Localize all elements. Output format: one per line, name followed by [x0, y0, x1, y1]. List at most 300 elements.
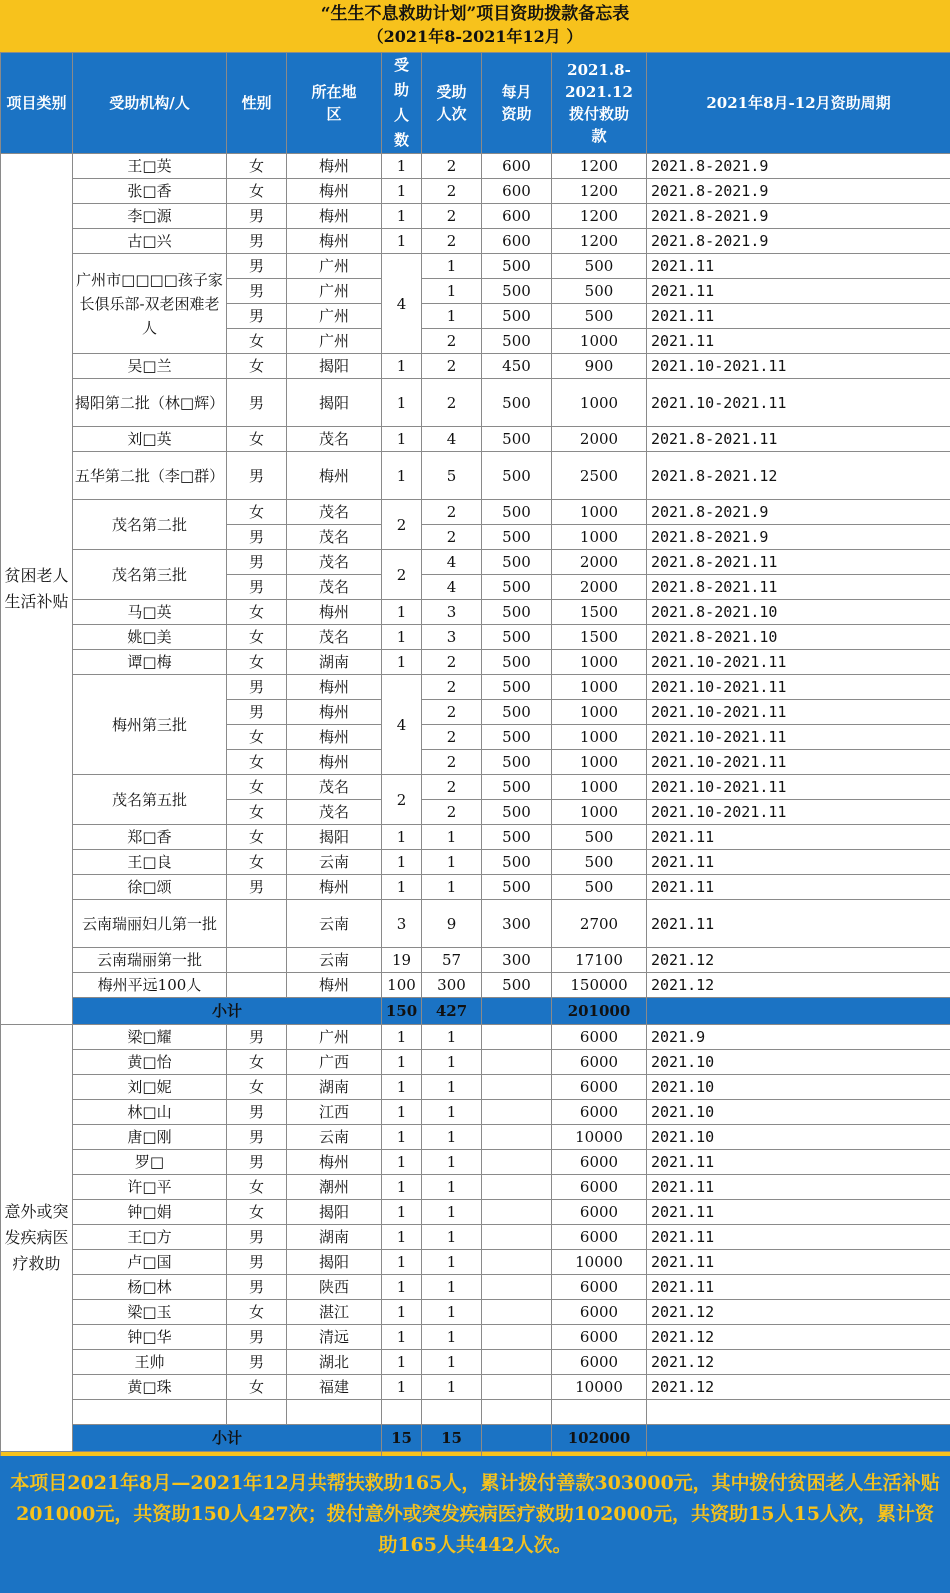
recipient-name: 谭□梅 [73, 650, 227, 675]
region-cell: 广州 [287, 304, 382, 329]
count-cell: 3 [382, 900, 422, 948]
period-cell: 2021.11 [647, 1225, 950, 1250]
monthly-cell [482, 1125, 552, 1150]
amount-cell: 6000 [552, 1050, 647, 1075]
recipient-name: 郑□香 [73, 825, 227, 850]
times-cell: 2 [422, 500, 482, 525]
amount-cell: 17100 [552, 948, 647, 973]
monthly-cell: 500 [482, 254, 552, 279]
gender-cell [227, 973, 287, 998]
table-row [1, 973, 950, 998]
times-cell: 3 [422, 600, 482, 625]
period-cell: 2021.10 [647, 1125, 950, 1150]
count-cell: 1 [382, 1225, 422, 1250]
recipient-name: 许□平 [73, 1175, 227, 1200]
monthly-cell [482, 1175, 552, 1200]
recipient-name: 刘□妮 [73, 1075, 227, 1100]
table-row [1, 1350, 950, 1375]
period-cell: 2021.8-2021.11 [647, 575, 950, 600]
header-count: 受助人数 [382, 53, 422, 154]
period-cell: 2021.11 [647, 1275, 950, 1300]
times-cell: 1 [422, 1125, 482, 1150]
region-cell: 茂名 [287, 800, 382, 825]
period-cell: 2021.11 [647, 304, 950, 329]
table-row [1, 948, 950, 973]
period-cell [647, 1400, 950, 1425]
subtotal-times: 427 [422, 998, 482, 1025]
region-cell: 陕西 [287, 1275, 382, 1300]
header-name: 受助机构/人 [73, 53, 227, 154]
times-cell: 9 [422, 900, 482, 948]
table-row [1, 775, 950, 800]
table-row [1, 204, 950, 229]
count-cell: 1 [382, 1050, 422, 1075]
monthly-cell: 500 [482, 700, 552, 725]
times-cell: 1 [422, 279, 482, 304]
header-row [1, 53, 950, 154]
times-cell: 2 [422, 725, 482, 750]
amount-cell: 10000 [552, 1125, 647, 1150]
times-cell: 1 [422, 1200, 482, 1225]
region-cell: 揭阳 [287, 354, 382, 379]
period-cell: 2021.8-2021.10 [647, 600, 950, 625]
gender-cell: 女 [227, 329, 287, 354]
table-row [1, 675, 950, 700]
region-cell: 广州 [287, 254, 382, 279]
period-cell: 2021.10-2021.11 [647, 650, 950, 675]
times-cell: 2 [422, 204, 482, 229]
monthly-cell [482, 1325, 552, 1350]
gender-cell: 男 [227, 1325, 287, 1350]
table-row [1, 500, 950, 525]
table-row [1, 1200, 950, 1225]
period-cell: 2021.10-2021.11 [647, 725, 950, 750]
recipient-name: 古□兴 [73, 229, 227, 254]
period-cell: 2021.11 [647, 1250, 950, 1275]
region-cell: 揭阳 [287, 379, 382, 427]
monthly-cell [482, 1350, 552, 1375]
gender-cell: 男 [227, 1225, 287, 1250]
gender-cell: 女 [227, 1075, 287, 1100]
table-row [1, 1175, 950, 1200]
count-cell: 1 [382, 1300, 422, 1325]
period-cell: 2021.8-2021.12 [647, 452, 950, 500]
gender-cell: 男 [227, 279, 287, 304]
count-cell: 100 [382, 973, 422, 998]
gender-cell: 男 [227, 1275, 287, 1300]
count-cell: 1 [382, 1150, 422, 1175]
monthly-cell [482, 1025, 552, 1050]
monthly-cell: 500 [482, 775, 552, 800]
gender-cell [227, 900, 287, 948]
gender-cell: 女 [227, 850, 287, 875]
period-cell: 2021.8-2021.9 [647, 500, 950, 525]
amount-cell: 6000 [552, 1325, 647, 1350]
recipient-name: 王□良 [73, 850, 227, 875]
amount-cell: 1000 [552, 379, 647, 427]
count-cell: 1 [382, 452, 422, 500]
period-cell: 2021.8-2021.10 [647, 625, 950, 650]
times-cell: 2 [422, 800, 482, 825]
table-row [1, 600, 950, 625]
times-cell: 1 [422, 1075, 482, 1100]
table-row [1, 650, 950, 675]
recipient-name: 云南瑞丽第一批 [73, 948, 227, 973]
table-row [1, 875, 950, 900]
gender-cell: 男 [227, 379, 287, 427]
table-row [1, 179, 950, 204]
times-cell: 57 [422, 948, 482, 973]
monthly-cell: 500 [482, 825, 552, 850]
period-cell: 2021.10-2021.11 [647, 750, 950, 775]
region-cell: 广西 [287, 1050, 382, 1075]
gender-cell: 男 [227, 575, 287, 600]
gender-cell: 女 [227, 1300, 287, 1325]
region-cell: 揭阳 [287, 1250, 382, 1275]
region-cell: 梅州 [287, 725, 382, 750]
recipient-name: 云南瑞丽妇儿第一批 [73, 900, 227, 948]
period-cell: 2021.12 [647, 1300, 950, 1325]
table-row [1, 1075, 950, 1100]
recipient-name: 刘□英 [73, 427, 227, 452]
gender-cell: 女 [227, 725, 287, 750]
amount-cell: 500 [552, 875, 647, 900]
subtotal-monthly [482, 1425, 552, 1452]
count-cell: 1 [382, 1250, 422, 1275]
region-cell: 梅州 [287, 452, 382, 500]
table-row [1, 1125, 950, 1150]
times-cell: 2 [422, 775, 482, 800]
region-cell: 福建 [287, 1375, 382, 1400]
count-cell: 1 [382, 875, 422, 900]
period-cell: 2021.12 [647, 948, 950, 973]
gender-cell: 女 [227, 625, 287, 650]
amount-cell: 1500 [552, 625, 647, 650]
region-cell: 广州 [287, 279, 382, 304]
monthly-cell: 300 [482, 948, 552, 973]
header-times: 受助人次 [422, 53, 482, 154]
count-cell: 2 [382, 775, 422, 825]
region-cell: 揭阳 [287, 1200, 382, 1225]
amount-cell: 1000 [552, 500, 647, 525]
times-cell: 2 [422, 329, 482, 354]
amount-cell: 500 [552, 279, 647, 304]
count-cell: 1 [382, 1375, 422, 1400]
gender-cell: 男 [227, 304, 287, 329]
recipient-name: 王□方 [73, 1225, 227, 1250]
table-row [1, 1100, 950, 1125]
count-cell: 4 [382, 675, 422, 775]
gender-cell: 女 [227, 775, 287, 800]
page-subtitle: （2021年8-2021年12月 ） [367, 27, 583, 46]
recipient-name: 茂名第五批 [73, 775, 227, 825]
amount-cell: 10000 [552, 1250, 647, 1275]
table-row [1, 254, 950, 279]
recipient-name: 罗□ [73, 1150, 227, 1175]
period-cell: 2021.11 [647, 825, 950, 850]
count-cell: 1 [382, 229, 422, 254]
monthly-cell: 500 [482, 973, 552, 998]
monthly-cell: 600 [482, 179, 552, 204]
amount-cell: 6000 [552, 1275, 647, 1300]
gender-cell: 女 [227, 427, 287, 452]
region-cell: 云南 [287, 948, 382, 973]
gender-cell: 男 [227, 1025, 287, 1050]
monthly-cell: 500 [482, 725, 552, 750]
amount-cell: 500 [552, 825, 647, 850]
amount-cell: 6000 [552, 1075, 647, 1100]
recipient-name [73, 1400, 227, 1425]
table-row [1, 1400, 950, 1425]
region-cell: 湖北 [287, 1350, 382, 1375]
region-cell: 清远 [287, 1325, 382, 1350]
recipient-name: 徐□颂 [73, 875, 227, 900]
region-cell: 云南 [287, 1125, 382, 1150]
gender-cell: 男 [227, 1150, 287, 1175]
amount-cell: 6000 [552, 1300, 647, 1325]
amount-cell: 2000 [552, 427, 647, 452]
subtotal-times: 15 [422, 1425, 482, 1452]
count-cell: 2 [382, 500, 422, 550]
recipient-name: 茂名第三批 [73, 550, 227, 600]
region-cell: 梅州 [287, 229, 382, 254]
recipient-name: 广州市□□□□孩子家长俱乐部-双老困难老人 [73, 254, 227, 354]
times-cell: 1 [422, 850, 482, 875]
table-row [1, 1375, 950, 1400]
amount-cell: 1000 [552, 525, 647, 550]
count-cell: 1 [382, 427, 422, 452]
count-cell: 1 [382, 650, 422, 675]
gender-cell: 女 [227, 750, 287, 775]
region-cell: 潮州 [287, 1175, 382, 1200]
count-cell: 1 [382, 204, 422, 229]
period-cell: 2021.11 [647, 1200, 950, 1225]
gender-cell [227, 1400, 287, 1425]
period-cell: 2021.12 [647, 973, 950, 998]
count-cell: 1 [382, 154, 422, 179]
table-row [1, 154, 950, 179]
period-cell: 2021.10-2021.11 [647, 379, 950, 427]
recipient-name: 五华第二批（李□群） [73, 452, 227, 500]
recipient-name: 马□英 [73, 600, 227, 625]
times-cell: 1 [422, 1225, 482, 1250]
region-cell: 云南 [287, 850, 382, 875]
period-cell: 2021.8-2021.9 [647, 204, 950, 229]
gender-cell: 男 [227, 525, 287, 550]
times-cell: 1 [422, 1175, 482, 1200]
table-row [1, 452, 950, 500]
subtotal-amount: 201000 [552, 998, 647, 1025]
gender-cell: 女 [227, 1200, 287, 1225]
times-cell [422, 1400, 482, 1425]
period-cell: 2021.11 [647, 1150, 950, 1175]
header-period: 2021年8月-12月资助周期 [647, 53, 950, 154]
table-row [1, 1025, 950, 1050]
gender-cell: 男 [227, 875, 287, 900]
period-cell: 2021.11 [647, 850, 950, 875]
amount-cell: 150000 [552, 973, 647, 998]
amount-cell: 1000 [552, 329, 647, 354]
monthly-cell: 500 [482, 304, 552, 329]
region-cell: 茂名 [287, 427, 382, 452]
period-cell: 2021.11 [647, 279, 950, 304]
times-cell: 1 [422, 254, 482, 279]
monthly-cell: 500 [482, 427, 552, 452]
times-cell: 2 [422, 675, 482, 700]
amount-cell: 1200 [552, 154, 647, 179]
period-cell: 2021.12 [647, 1375, 950, 1400]
table-row [1, 1050, 950, 1075]
period-cell: 2021.8-2021.9 [647, 229, 950, 254]
page-title-banner [0, 0, 950, 52]
period-cell: 2021.10-2021.11 [647, 800, 950, 825]
amount-cell: 1000 [552, 700, 647, 725]
period-cell: 2021.10-2021.11 [647, 700, 950, 725]
amount-cell: 500 [552, 850, 647, 875]
recipient-name: 钟□娟 [73, 1200, 227, 1225]
summary-note: 本项目2021年8月—2021年12月共帮扶救助165人，累计拨付善款303000元，其中拨付贫困老人生活补贴201000元，共资助150人427次；拨付意外或突发疾病医疗救助102000元，共资助15人15人次，累计资助165人共442人次。 [0, 1456, 950, 1593]
monthly-cell: 500 [482, 379, 552, 427]
times-cell: 1 [422, 1100, 482, 1125]
monthly-cell [482, 1300, 552, 1325]
region-cell [287, 1400, 382, 1425]
count-cell: 1 [382, 625, 422, 650]
period-cell: 2021.9 [647, 1025, 950, 1050]
times-cell: 1 [422, 1250, 482, 1275]
amount-cell: 1000 [552, 675, 647, 700]
region-cell: 梅州 [287, 700, 382, 725]
times-cell: 1 [422, 1025, 482, 1050]
amount-cell [552, 1400, 647, 1425]
gender-cell: 男 [227, 254, 287, 279]
recipient-name: 姚□美 [73, 625, 227, 650]
header-category: 项目类别 [1, 53, 73, 154]
table-row [1, 850, 950, 875]
times-cell: 2 [422, 179, 482, 204]
amount-cell: 2500 [552, 452, 647, 500]
recipient-name: 王帅 [73, 1350, 227, 1375]
monthly-cell: 500 [482, 279, 552, 304]
recipient-name: 卢□国 [73, 1250, 227, 1275]
monthly-cell [482, 1150, 552, 1175]
subtotal-period [647, 998, 950, 1025]
times-cell: 4 [422, 575, 482, 600]
recipient-name: 茂名第二批 [73, 500, 227, 550]
amount-cell: 2700 [552, 900, 647, 948]
gender-cell: 女 [227, 1175, 287, 1200]
recipient-name: 黄□怡 [73, 1050, 227, 1075]
region-cell: 广州 [287, 329, 382, 354]
period-cell: 2021.11 [647, 1175, 950, 1200]
table-row [1, 1250, 950, 1275]
table-row [1, 1325, 950, 1350]
times-cell: 2 [422, 650, 482, 675]
monthly-cell: 450 [482, 354, 552, 379]
region-cell: 梅州 [287, 875, 382, 900]
times-cell: 1 [422, 1300, 482, 1325]
count-cell: 1 [382, 1100, 422, 1125]
monthly-cell: 500 [482, 550, 552, 575]
count-cell [382, 1400, 422, 1425]
times-cell: 1 [422, 1275, 482, 1300]
gender-cell: 男 [227, 204, 287, 229]
gender-cell: 男 [227, 700, 287, 725]
count-cell: 1 [382, 1125, 422, 1150]
monthly-cell: 500 [482, 850, 552, 875]
monthly-cell: 500 [482, 600, 552, 625]
period-cell: 2021.11 [647, 254, 950, 279]
amount-cell: 2000 [552, 550, 647, 575]
amount-cell: 1000 [552, 775, 647, 800]
monthly-cell: 500 [482, 675, 552, 700]
gender-cell: 女 [227, 1050, 287, 1075]
times-cell: 2 [422, 354, 482, 379]
monthly-cell: 500 [482, 500, 552, 525]
table-row [1, 825, 950, 850]
monthly-cell [482, 1250, 552, 1275]
count-cell: 2 [382, 550, 422, 600]
times-cell: 1 [422, 1050, 482, 1075]
amount-cell: 1200 [552, 229, 647, 254]
recipient-name: 梅州第三批 [73, 675, 227, 775]
gender-cell: 男 [227, 1100, 287, 1125]
gender-cell: 男 [227, 1125, 287, 1150]
region-cell: 茂名 [287, 775, 382, 800]
table-row [1, 354, 950, 379]
monthly-cell: 500 [482, 750, 552, 775]
count-cell: 1 [382, 1075, 422, 1100]
region-cell: 湖南 [287, 1075, 382, 1100]
gender-cell: 男 [227, 1250, 287, 1275]
monthly-cell: 500 [482, 625, 552, 650]
recipient-name: 王□英 [73, 154, 227, 179]
times-cell: 3 [422, 625, 482, 650]
gender-cell: 男 [227, 229, 287, 254]
period-cell: 2021.10 [647, 1075, 950, 1100]
table-row [1, 900, 950, 948]
amount-cell: 1500 [552, 600, 647, 625]
gender-cell: 女 [227, 600, 287, 625]
amount-cell: 6000 [552, 1350, 647, 1375]
period-cell: 2021.8-2021.9 [647, 525, 950, 550]
gender-cell: 男 [227, 1350, 287, 1375]
count-cell: 1 [382, 1275, 422, 1300]
region-cell: 茂名 [287, 625, 382, 650]
period-cell: 2021.10-2021.11 [647, 354, 950, 379]
amount-cell: 2000 [552, 575, 647, 600]
period-cell: 2021.11 [647, 900, 950, 948]
header-gender: 性别 [227, 53, 287, 154]
header-region: 所在地区 [287, 53, 382, 154]
period-cell: 2021.8-2021.9 [647, 154, 950, 179]
recipient-name: 梁□玉 [73, 1300, 227, 1325]
period-cell: 2021.8-2021.11 [647, 427, 950, 452]
times-cell: 1 [422, 1325, 482, 1350]
count-cell: 1 [382, 1200, 422, 1225]
amount-cell: 1000 [552, 800, 647, 825]
recipient-name: 唐□刚 [73, 1125, 227, 1150]
amount-cell: 1000 [552, 725, 647, 750]
count-cell: 1 [382, 1325, 422, 1350]
table-row [1, 625, 950, 650]
region-cell: 梅州 [287, 973, 382, 998]
amount-cell: 500 [552, 304, 647, 329]
region-cell: 茂名 [287, 575, 382, 600]
recipient-name: 张□香 [73, 179, 227, 204]
monthly-cell: 500 [482, 875, 552, 900]
period-cell: 2021.8-2021.11 [647, 550, 950, 575]
subtotal-period [647, 1425, 950, 1452]
